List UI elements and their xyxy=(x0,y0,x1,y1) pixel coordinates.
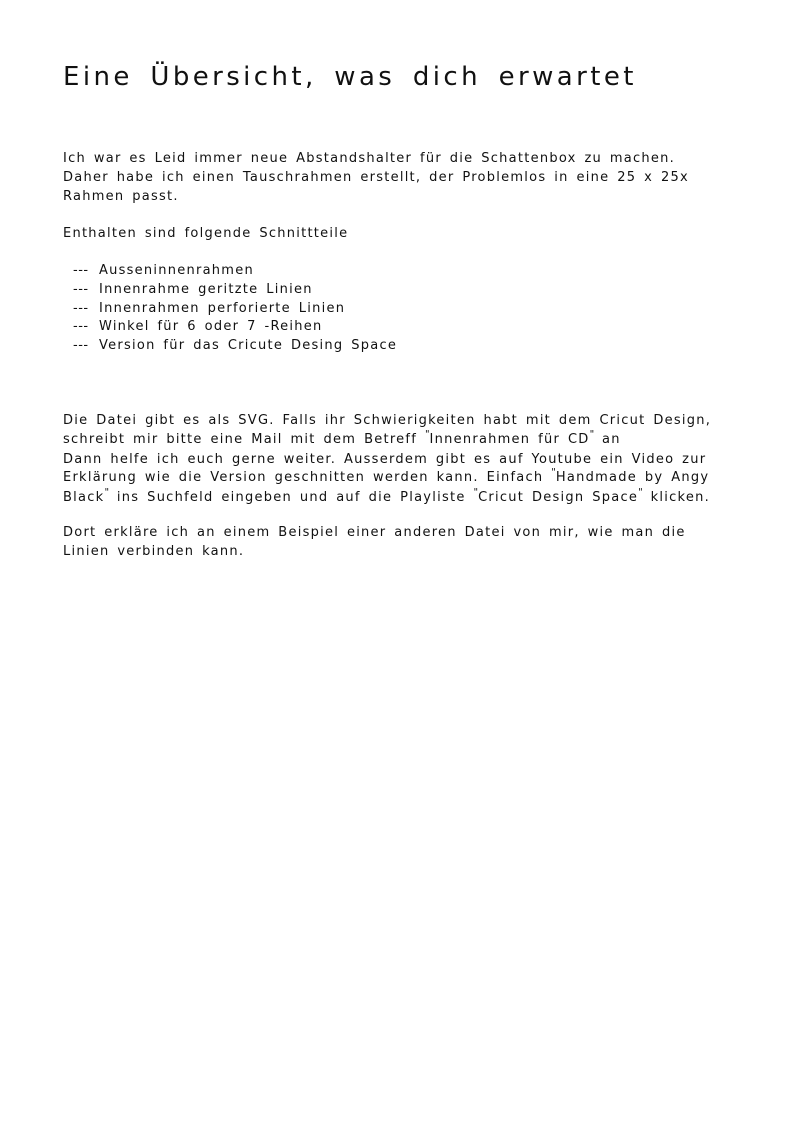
svg-info-line-5-text: ins Suchfeld eingeben und auf die Playliste xyxy=(109,490,474,506)
list-dash: --- xyxy=(73,300,89,316)
closing-paragraph xyxy=(63,524,686,562)
parts-list xyxy=(73,262,397,356)
svg-info-line-3: Dann helfe ich euch gerne weiter. Ausserdem gibt es auf Youtube ein Video zur xyxy=(63,451,707,467)
list-item-label: Innenrahmen perforierte Linien xyxy=(99,300,346,316)
list-item-label: Winkel für 6 oder 7 -Reihen xyxy=(99,319,323,335)
svg-info-line-2 xyxy=(63,428,711,451)
list-dash: --- xyxy=(73,281,89,297)
contents-heading: Enthalten sind folgende Schnittteile xyxy=(63,226,349,241)
closing-line-1: Dort erkläre ich an einem Beispiel einer anderen Datei von mir, wie man die xyxy=(63,525,686,540)
search-term-part-1: Handmade by Angy xyxy=(555,470,710,486)
intro-line-3: Rahmen passt. xyxy=(63,188,179,204)
svg-info-line-4-text: Erklärung wie die Version geschnitten werden kann. Einfach xyxy=(63,470,552,486)
search-term-part-2: Black xyxy=(63,490,105,506)
contents-heading-block xyxy=(63,225,348,244)
list-dash: --- xyxy=(73,319,89,335)
list-item xyxy=(73,262,397,281)
close-quote: " xyxy=(638,487,643,499)
open-quote: " xyxy=(551,467,556,479)
svg-info-line-5-end: klicken. xyxy=(642,490,710,506)
intro-line-2: Daher habe ich einen Tauschrahmen erstellt, der Problemlos in eine 25 x 25x xyxy=(63,169,689,185)
svg-info-paragraph xyxy=(63,412,711,509)
svg-info-line-4 xyxy=(63,469,711,489)
list-item-label: Innenrahme geritzte Linien xyxy=(99,281,313,297)
svg-info-line-2-end: an xyxy=(594,431,621,447)
svg-info-line-1: Die Datei gibt es als SVG. Falls ihr Schwierigkeiten habt mit dem Cricut Design, xyxy=(63,413,712,428)
list-item xyxy=(73,337,397,356)
email-subject: Innenrahmen für CD xyxy=(429,431,590,447)
playlist-name: Cricut Design Space xyxy=(478,490,639,506)
page-title: Eine Übersicht, was dich erwartet xyxy=(63,62,637,92)
list-dash: --- xyxy=(73,338,89,354)
intro-line-1: Ich war es Leid immer neue Abstandshalter für die Schattenbox zu machen. xyxy=(63,151,676,166)
list-dash: --- xyxy=(73,263,89,278)
list-item xyxy=(73,318,397,337)
close-quote: " xyxy=(104,487,110,499)
list-item xyxy=(73,300,397,319)
list-item-label: Ausseninnenrahmen xyxy=(99,263,254,278)
closing-line-2: Linien verbinden kann. xyxy=(63,543,245,559)
intro-paragraph xyxy=(63,150,689,206)
list-item xyxy=(73,281,397,300)
open-quote: " xyxy=(473,487,479,499)
list-item-label: Version für das Cricute Desing Space xyxy=(99,338,398,354)
open-quote: " xyxy=(424,428,430,440)
svg-info-line-2-text: schreibt mir bitte eine Mail mit dem Betreff xyxy=(63,431,425,447)
close-quote: " xyxy=(589,428,595,440)
svg-info-line-5 xyxy=(63,489,711,509)
